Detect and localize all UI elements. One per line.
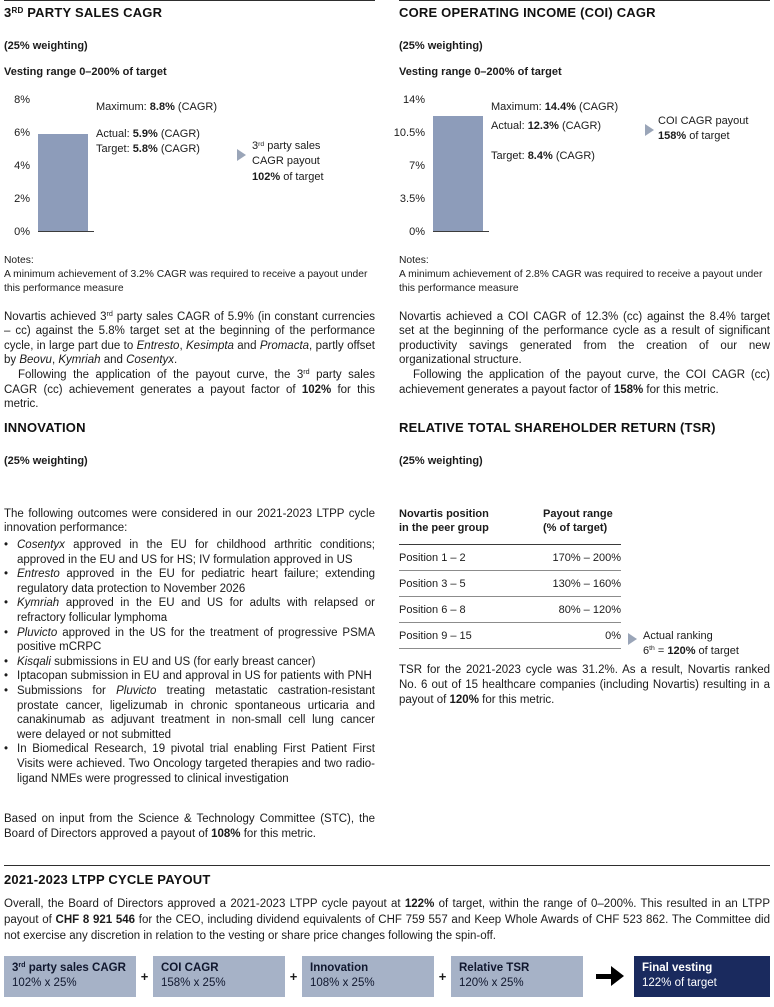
table-header-payout-range: Payout range (% of target) [543,507,613,535]
bullet-item: • Cosentyx approved in the EU for childhood arthritic conditions; approved in the EU and US for HS; IV formulation approved in US [4,539,375,566]
tsr-payout-table [399,507,621,650]
y-tick: 8% [14,94,30,106]
position-cell: Position 1 – 2 [399,552,466,565]
payout-line: COI CAGR payout [658,115,749,127]
y-tick: 3.5% [399,193,425,205]
plus-sign: + [438,968,447,984]
y-tick: 6% [14,127,30,139]
payout-box-sales-cagr [4,956,136,997]
target-label: Target: 8.4% (CAGR) [491,150,595,162]
y-tick: 14% [402,94,425,106]
position-cell: Position 3 – 5 [399,578,466,591]
notes-label: Notes: [4,255,34,266]
actual-label: Actual: 12.3% (CAGR) [491,120,602,132]
arrow-right-icon [594,966,624,986]
section-3rd-party-sales-cagr [4,0,375,412]
payout-formula-row [4,956,770,997]
bullet-item: • Kymriah approved in the EU and US for adults with relapsed or refractory follicular lymphoma [4,597,375,624]
y-tick: 0% [14,226,30,238]
ranking-label: Actual ranking [643,629,713,642]
final-vesting-box [634,956,770,997]
paragraph: TSR for the 2021-2023 cycle was 31.2%. As a result, Novartis ranked No. 6 out of 15 healthcare companies (including Novartis) resulting in a payout of 120% for this metric. [399,664,770,706]
section-title-coi-cagr: CORE OPERATING INCOME (COI) CAGR [399,0,770,20]
box-value: 158% x 25% [161,976,226,989]
weighting-label: (25% weighting) [4,454,88,467]
box-value: 102% x 25% [12,976,77,989]
bullet-icon: • [4,568,9,581]
paragraph: Based on input from the Science & Technology Committee (STC), the Board of Directors approved a payout of 108% for this metric. [4,813,375,840]
range-cell: 170% – 200% [552,552,621,565]
table-row [399,597,621,623]
arrow-right-icon [645,124,654,136]
section-relative-tsr [399,420,770,841]
section-title-3rd-party-sales-cagr: 3RD PARTY SALES CAGR [4,0,375,20]
notes-label: Notes: [399,255,429,266]
weighting-label: (25% weighting) [4,40,88,52]
plot-area [38,100,94,232]
paragraph: Novartis achieved 3rd party sales CAGR of 5.9% (in constant currencies – cc) against the 5.8% target set at the beginning of the performance cycle, in large part due to Entresto, Kesimpta and Promacta, partly offset by Beovu, Kymriah and Cosentyx. [4,310,375,367]
section-coi-cagr [393,0,770,412]
y-tick: 4% [14,160,30,172]
payout-box-coi-cagr [153,956,285,997]
vesting-range-label: Vesting range 0–200% of target [4,66,167,78]
bullet-icon: • [4,597,9,610]
bullet-icon: • [4,539,9,552]
top-sections-row [4,0,770,412]
target-label: Target: 5.8% (CAGR) [96,143,200,155]
middle-sections-row [4,420,770,841]
actual-ranking-callout [628,629,739,659]
arrow-right-icon [237,149,246,161]
range-cell: 0% [605,630,621,643]
actual-cagr-bar [38,134,88,231]
paragraph: Overall, the Board of Directors approved a 2021-2023 LTPP cycle payout at 122% of target, within the range of 0–200%. This resulted in an LTPP payout of CHF 8 921 546 for the CEO, including dividend equivalents of CHF 759 557 and Keep Whole Awards of CHF 523 862. The Committee did not exercise any discretion in relation to the vesting or share price changes following the spin-off. [4,898,771,943]
bullet-item: • In Biomedical Research, 19 pivotal trial enabling First Patient First Visits were achieved. Two Oncology targeted therapies and two radio-ligand NMEs were progressed to clinical investigation [4,743,375,785]
payout-line: 3rd party sales [252,140,321,152]
chart-annotations [94,100,375,244]
bullet-icon: • [4,743,9,756]
chart-annotations [489,100,770,244]
bullet-icon: • [4,655,9,668]
paragraph: Following the application of the payout curve, the 3rd party sales CAGR (cc) achievement generates a payout factor of 102% for this metric. [4,368,375,411]
ranking-value: 6th = 120% of target [643,644,739,657]
payout-line: CAGR payout [252,155,320,168]
section-ltpp-cycle-payout [4,865,770,996]
arrow-right-icon [628,633,637,645]
range-cell: 80% – 120% [558,604,621,617]
section-innovation [4,420,375,841]
bullet-icon: • [4,670,9,683]
bullet-icon: • [4,684,9,697]
table-header-row [399,507,621,546]
range-cell: 130% – 160% [552,578,621,591]
coi-cagr-bar-chart [393,94,770,244]
y-axis [4,94,38,238]
maximum-label: Maximum: 14.4% (CAGR) [491,101,619,113]
table-row [399,623,621,649]
box-title: Final vesting [642,961,713,974]
bullet-icon: • [4,626,9,639]
chart-notes [4,254,375,296]
payout-line: 158% of target [658,130,730,143]
y-tick: 7% [409,160,425,172]
plus-sign: + [140,968,149,984]
box-title: COI CAGR [161,961,219,974]
paragraph: Novartis achieved a COI CAGR of 12.3% (cc) against the 8.4% target set at the beginning of the performance cycle as a result of significant productivity savings generated from the creation of our new organizational structure. [399,310,770,367]
y-tick: 2% [14,193,30,205]
weighting-label: (25% weighting) [399,40,483,52]
plus-sign: + [289,968,298,984]
vesting-range-label: Vesting range 0–200% of target [399,66,562,78]
y-axis [393,94,433,238]
maximum-label: Maximum: 8.8% (CAGR) [96,101,218,113]
y-tick: 0% [409,226,425,238]
section-title-innovation: INNOVATION [4,419,86,435]
table-header-position: Novartis position in the peer group [399,507,489,535]
payout-box-relative-tsr [451,956,583,997]
chart-notes [399,254,770,296]
bullet-item: • Iptacopan submission in EU and approval in US for patients with PNH [4,670,372,683]
payout-callout [658,114,748,145]
tsr-table-zone [399,507,770,657]
bullet-item: • Submissions for Pluvicto treating metastatic castration-resistant prostate cancer, ligelizumab in chronic spontaneous urticaria and canakinumab as adjuvant treatment in non-small cell lung cancer were delayed or not submitted [4,684,375,741]
payout-box-innovation [302,956,434,997]
bullet-item: • Kisqali submissions in EU and US (for early breast cancer) [4,655,316,668]
payout-callout [252,139,324,185]
section-title-cycle-payout: 2021-2023 LTPP CYCLE PAYOUT [4,865,770,887]
position-cell: Position 9 – 15 [399,630,472,643]
bullet-item: • Pluvicto approved in the US for the treatment of progressive PSMA positive mCRPC [4,626,375,654]
box-title: Innovation [310,961,369,974]
innovation-bullet-list [4,538,375,786]
paragraph: Following the application of the payout curve, the COI CAGR (cc) achievement generates a payout factor of 158% for this metric. [399,369,770,396]
box-value: 122% of target [642,976,717,989]
payout-line: 102% of target [252,170,324,183]
innovation-intro: The following outcomes were considered in our 2021-2023 LTPP cycle innovation performance: [4,507,375,535]
actual-cagr-bar [433,116,483,231]
box-title: 3rd party sales CAGR [12,961,126,974]
table-row [399,545,621,571]
bullet-item: • Entresto approved in the EU for pediatric heart failure; extending regulatory data protection to November 2026 [4,568,375,595]
actual-label: Actual: 5.9% (CAGR) [96,128,200,140]
box-title: Relative TSR [459,961,530,974]
table-row [399,571,621,597]
sales-cagr-bar-chart [4,94,375,244]
section-title-relative-tsr: RELATIVE TOTAL SHAREHOLDER RETURN (TSR) [399,419,716,435]
y-tick: 10.5% [393,127,425,139]
position-cell: Position 6 – 8 [399,604,466,617]
plot-area [433,100,489,232]
notes-text: A minimum achievement of 3.2% CAGR was required to receive a payout under this performance measure [4,268,368,294]
weighting-label: (25% weighting) [399,454,483,467]
notes-text: A minimum achievement of 2.8% CAGR was required to receive a payout under this performance measure [399,268,763,294]
box-value: 108% x 25% [310,976,375,989]
box-value: 120% x 25% [459,976,524,989]
